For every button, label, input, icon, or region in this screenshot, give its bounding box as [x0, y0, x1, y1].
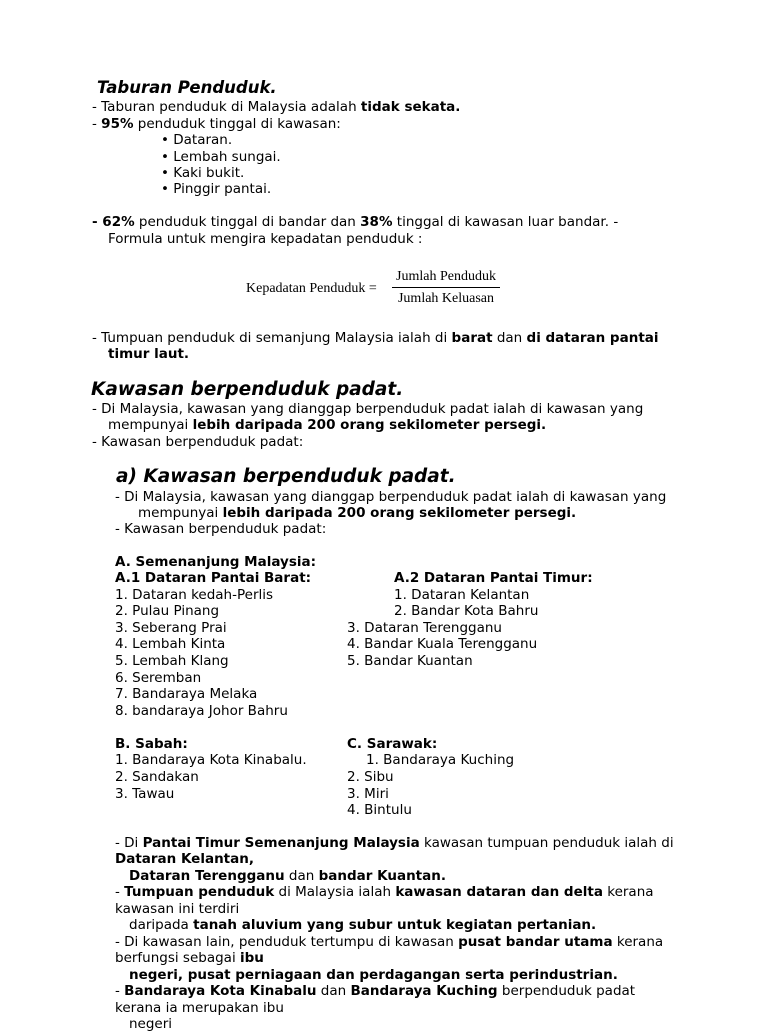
intro-line-4: Formula untuk mengira kepadatan penduduk : [108, 231, 423, 247]
section2-line-3: - Kawasan berpenduduk padat: [115, 521, 327, 537]
note-line: kawasan ini terdiri [115, 901, 240, 917]
tumpuan-line-2: timur laut. [108, 346, 190, 362]
fraction-bar [392, 287, 500, 288]
list-item: 4. Bintulu [347, 802, 412, 818]
section1-line-2: mempunyai lebih daripada 200 orang sekilometer persegi. [108, 417, 547, 433]
intro-line-1: - Taburan penduduk di Malaysia adalah tidak sekata. [92, 99, 461, 115]
note-line: - Di Pantai Timur Semenanjung Malaysia kawasan tumpuan penduduk ialah di [115, 835, 674, 851]
section1-line-1: - Di Malaysia, kawasan yang dianggap berpenduduk padat ialah di kawasan yang [92, 401, 644, 417]
tumpuan-line-1: - Tumpuan penduduk di semanjung Malaysia ialah di barat dan di dataran pantai [92, 330, 659, 346]
list-item: 1. Dataran kedah-Perlis [115, 587, 274, 603]
formula-numerator: Jumlah Penduduk [396, 269, 496, 284]
list-item: 2. Sandakan [115, 769, 199, 785]
list-item: 2. Sibu [347, 769, 394, 785]
sabah-heading: B. Sabah: [115, 736, 188, 752]
list-item: 5. Bandar Kuantan [347, 653, 473, 669]
list-item: 5. Lembah Klang [115, 653, 229, 669]
section1-line-3: - Kawasan berpenduduk padat: [92, 434, 304, 450]
section-heading: Kawasan berpenduduk padat. [91, 379, 404, 400]
subsection-heading: a) Kawasan berpenduduk padat. [116, 466, 456, 487]
note-line: - Di kawasan lain, penduduk tertumpu di kawasan pusat bandar utama kerana [115, 934, 664, 950]
barat-heading: A.1 Dataran Pantai Barat: [115, 570, 312, 586]
section2-line-2: mempunyai lebih daripada 200 orang sekilometer persegi. [138, 505, 577, 521]
list-item: 1. Bandaraya Kuching [366, 752, 515, 768]
bullet-item: • Lembah sungai. [161, 149, 281, 165]
list-item: 4. Lembah Kinta [115, 636, 226, 652]
note-line: - Bandaraya Kota Kinabalu dan Bandaraya Kuching berpenduduk padat [115, 983, 636, 999]
page-title: Taburan Penduduk. [97, 78, 277, 97]
semenanjung-heading: A. Semenanjung Malaysia: [115, 554, 317, 570]
list-item: 3. Miri [347, 786, 389, 802]
note-line: negeri, pusat perniagaan dan perdagangan serta perindustrian. [129, 967, 618, 983]
list-item: 7. Bandaraya Melaka [115, 686, 258, 702]
intro-line-3: - 62% penduduk tinggal di bandar dan 38% tinggal di kawasan luar bandar. - [92, 214, 619, 230]
list-item: 1. Bandaraya Kota Kinabalu. [115, 752, 307, 768]
note-line: daripada tanah aluvium yang subur untuk kegiatan pertanian. [129, 917, 597, 933]
note-line: kerana ia merupakan ibu [115, 1000, 284, 1016]
list-item: 6. Seremban [115, 670, 202, 686]
note-line: negeri [129, 1016, 173, 1032]
timur-heading: A.2 Dataran Pantai Timur: [394, 570, 593, 586]
note-line: berfungsi sebagai ibu [115, 950, 264, 966]
note-line: Dataran Terengganu dan bandar Kuantan. [129, 868, 446, 884]
list-item: 3. Dataran Terengganu [347, 620, 502, 636]
bullet-item: • Dataran. [161, 132, 233, 148]
bullet-item: • Pinggir pantai. [161, 181, 272, 197]
note-line: Dataran Kelantan, [115, 851, 254, 867]
list-item: 3. Tawau [115, 786, 175, 802]
formula-denominator: Jumlah Keluasan [397, 291, 495, 306]
bullet-item: • Kaki bukit. [161, 165, 245, 181]
list-item: 3. Seberang Prai [115, 620, 227, 636]
list-item: 8. bandaraya Johor Bahru [115, 703, 288, 719]
formula-label: Kepadatan Penduduk = [246, 281, 377, 296]
list-item: 2. Bandar Kota Bahru [394, 603, 539, 619]
list-item: 4. Bandar Kuala Terengganu [347, 636, 538, 652]
note-line: - Tumpuan penduduk di Malaysia ialah kawasan dataran dan delta kerana [115, 884, 654, 900]
formula-fraction [392, 268, 500, 308]
section2-line-1: - Di Malaysia, kawasan yang dianggap berpenduduk padat ialah di kawasan yang [115, 489, 667, 505]
list-item: 2. Pulau Pinang [115, 603, 220, 619]
intro-line-2: - 95% penduduk tinggal di kawasan: [92, 116, 341, 132]
list-item: 1. Dataran Kelantan [394, 587, 530, 603]
sarawak-heading: C. Sarawak: [347, 736, 438, 752]
